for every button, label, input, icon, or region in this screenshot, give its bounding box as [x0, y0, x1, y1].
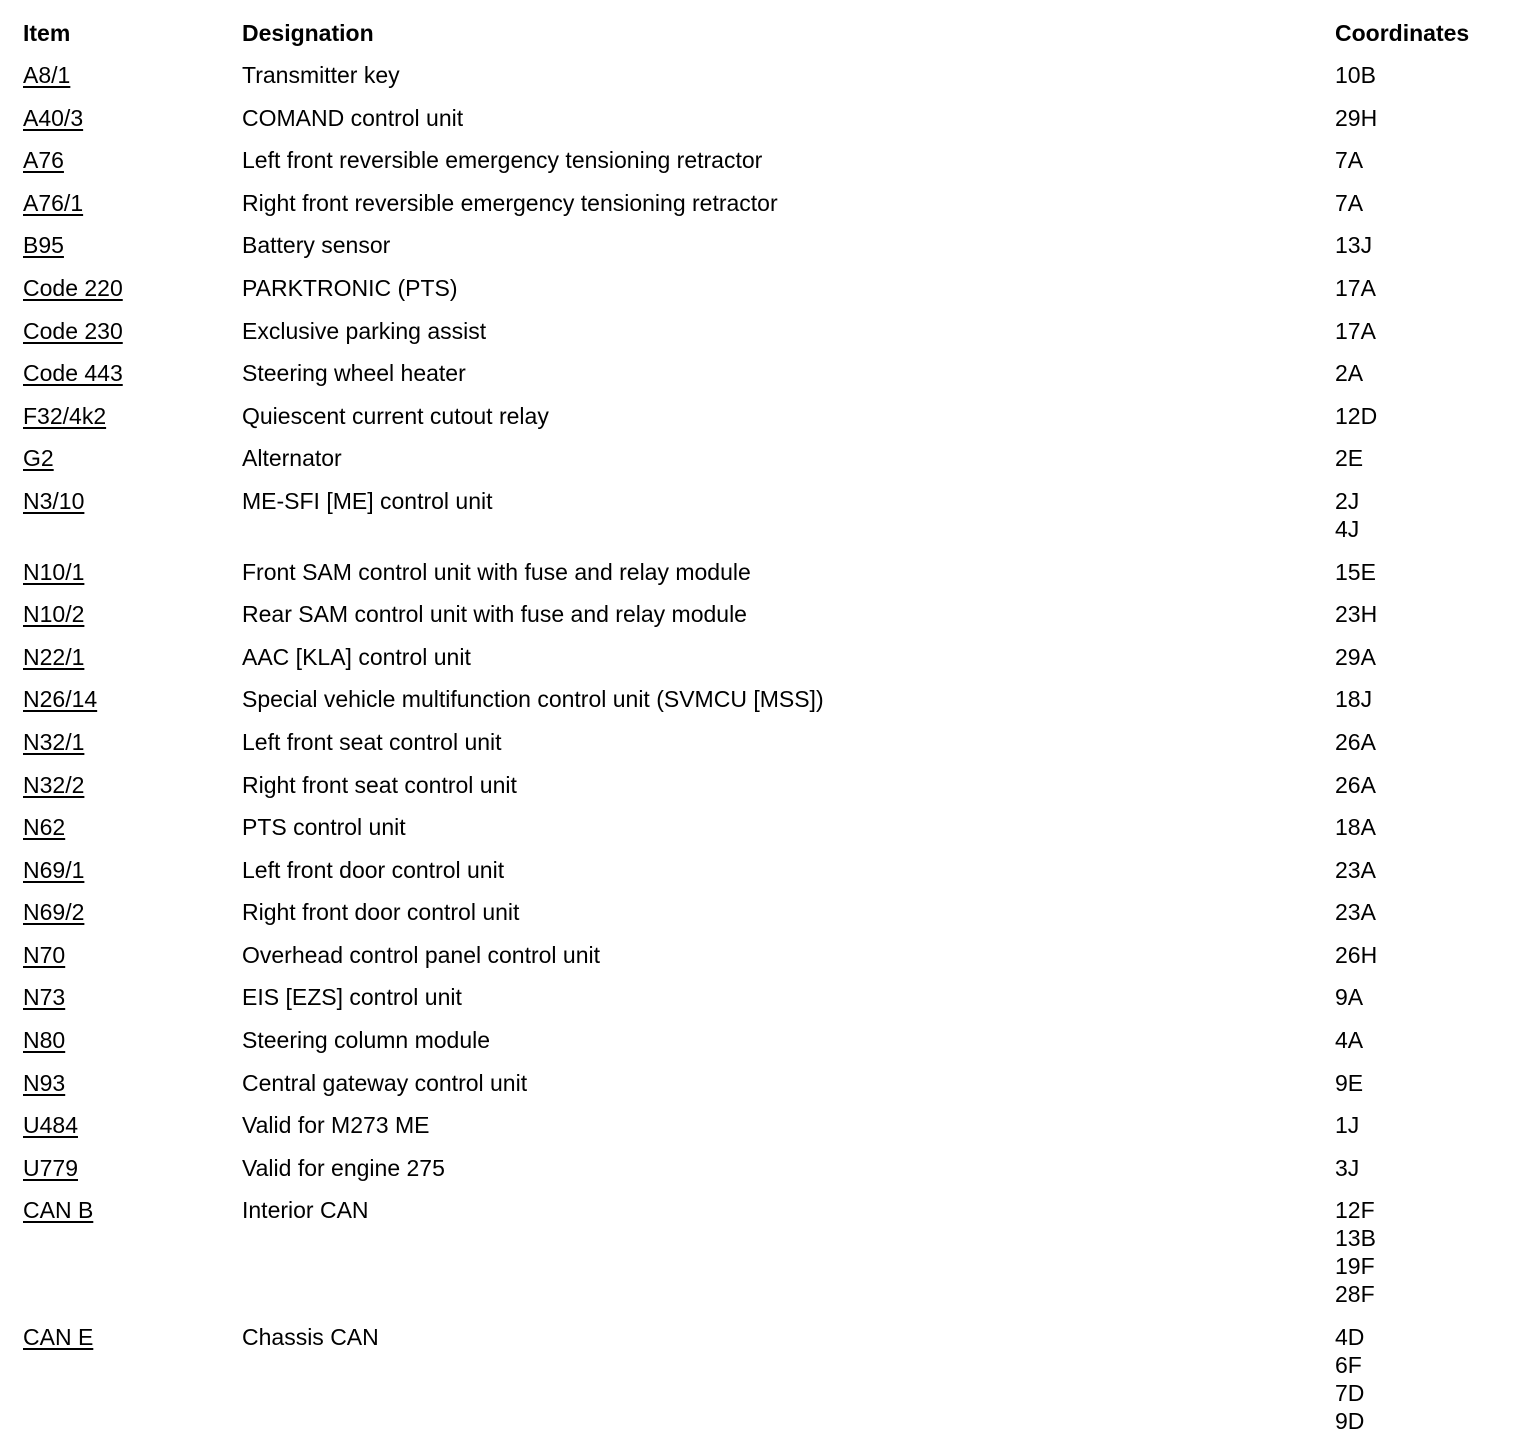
coordinates-cell [1335, 146, 1503, 174]
table-row [23, 1111, 1503, 1154]
table-row [23, 941, 1503, 984]
item-cell [23, 1196, 242, 1224]
table-row [23, 898, 1503, 941]
coordinate-value: 28F [1335, 1281, 1375, 1308]
item-cell [23, 104, 242, 132]
item-link[interactable]: F32/4k2 [23, 402, 107, 429]
designation-cell: Rear SAM control unit with fuse and relay module [242, 601, 747, 628]
designation-cell: Alternator [242, 445, 342, 472]
coordinates-cell [1335, 983, 1503, 1011]
item-cell [23, 558, 242, 586]
designation-cell: Special vehicle multifunction control unit (SVMCU [MSS]) [242, 686, 824, 713]
coordinate-value: 9E [1335, 1069, 1364, 1096]
coordinate-value: 23A [1335, 856, 1376, 883]
item-cell [23, 61, 242, 89]
table-row [23, 558, 1503, 601]
table-row [23, 317, 1503, 360]
item-link[interactable]: A8/1 [23, 62, 71, 88]
item-cell [23, 813, 242, 841]
coordinates-cell [1335, 685, 1503, 713]
table-body [23, 61, 1503, 1450]
table-row [23, 444, 1503, 487]
table-row [23, 643, 1503, 686]
coordinates-cell [1335, 1111, 1503, 1139]
coordinate-value: 17A [1335, 317, 1376, 344]
table-row [23, 1069, 1503, 1112]
coordinate-value: 2E [1335, 445, 1364, 472]
designation-cell: Quiescent current cutout relay [242, 402, 549, 429]
coordinates-cell [1335, 771, 1503, 799]
designation-cell: Front SAM control unit with fuse and relay module [242, 558, 751, 585]
item-link[interactable]: CAN B [23, 1197, 94, 1224]
table-row [23, 856, 1503, 899]
table-row [23, 1154, 1503, 1197]
coordinate-value: 26A [1335, 771, 1376, 798]
coordinates-cell [1335, 61, 1503, 89]
coordinate-value: 19F [1335, 1253, 1375, 1280]
coordinates-cell [1335, 558, 1503, 586]
coordinates-cell [1335, 813, 1503, 841]
item-link[interactable]: N93 [23, 1069, 66, 1096]
item-link[interactable]: Code 443 [23, 360, 123, 387]
item-link[interactable]: N3/10 [23, 487, 85, 514]
column-header-coordinates: Coordinates [1335, 20, 1470, 46]
table-row [23, 983, 1503, 1026]
designation-cell: Left front seat control unit [242, 728, 502, 755]
coordinate-value: 9A [1335, 984, 1364, 1011]
item-cell [23, 643, 242, 671]
item-link[interactable]: N32/2 [23, 771, 85, 798]
designation-cell: Left front door control unit [242, 856, 505, 883]
designation-cell: Right front seat control unit [242, 771, 517, 798]
coordinate-value: 4J [1335, 515, 1360, 542]
designation-cell: Valid for engine 275 [242, 1154, 445, 1181]
designation-cell: AAC [KLA] control unit [242, 643, 471, 670]
item-cell [23, 317, 242, 345]
table-row [23, 61, 1503, 104]
table-row [23, 359, 1503, 402]
coordinates-cell [1335, 1069, 1503, 1097]
coordinates-cell [1335, 898, 1503, 926]
coordinate-value: 7D [1335, 1380, 1365, 1407]
coordinates-cell [1335, 1196, 1503, 1308]
coordinate-value: 13J [1335, 232, 1373, 259]
item-cell [23, 941, 242, 969]
item-link[interactable]: CAN E [23, 1324, 94, 1351]
table-row [23, 231, 1503, 274]
item-link[interactable]: A40/3 [23, 104, 84, 131]
coordinate-value: 13B [1335, 1225, 1376, 1252]
item-cell [23, 1154, 242, 1182]
item-cell [23, 1026, 242, 1054]
coordinates-cell [1335, 1323, 1503, 1435]
coordinate-value: 10B [1335, 62, 1376, 88]
table-row [23, 104, 1503, 147]
coordinates-cell [1335, 402, 1503, 430]
table-header [23, 19, 1503, 61]
designation-cell: Steering column module [242, 1027, 491, 1054]
designation-cell: Chassis CAN [242, 1324, 379, 1351]
item-cell [23, 771, 242, 799]
table-row [23, 274, 1503, 317]
coordinate-value: 4A [1335, 1027, 1364, 1054]
item-cell [23, 728, 242, 756]
coordinates-cell [1335, 600, 1503, 628]
table-row [23, 728, 1503, 771]
item-link[interactable]: N32/1 [23, 728, 85, 755]
item-cell [23, 189, 242, 217]
coordinate-value: 6F [1335, 1352, 1362, 1379]
item-link[interactable]: N70 [23, 941, 66, 968]
item-link[interactable]: A76 [23, 147, 64, 174]
item-link[interactable]: U484 [23, 1112, 78, 1139]
item-cell [23, 146, 242, 174]
item-cell [23, 685, 242, 713]
column-header-designation: Designation [242, 20, 374, 46]
coordinate-value: 15E [1335, 558, 1376, 585]
item-cell [23, 487, 242, 515]
coordinate-value: 23A [1335, 899, 1376, 926]
coordinate-value: 26A [1335, 728, 1376, 755]
coordinate-value: 9D [1335, 1408, 1365, 1435]
item-link[interactable]: Code 230 [23, 317, 123, 344]
coordinate-value: 23H [1335, 601, 1378, 628]
coordinates-cell [1335, 941, 1503, 969]
coordinates-cell [1335, 643, 1503, 671]
item-link[interactable]: B95 [23, 232, 64, 259]
item-cell [23, 274, 242, 302]
designation-cell: Exclusive parking assist [242, 317, 487, 344]
table-row [23, 1196, 1503, 1323]
item-link[interactable]: G2 [23, 445, 54, 472]
coordinate-value: 7A [1335, 147, 1364, 174]
item-link[interactable]: N62 [23, 814, 66, 841]
coordinate-value: 29H [1335, 104, 1378, 131]
coordinate-value: 12F [1335, 1197, 1375, 1224]
coordinates-cell [1335, 856, 1503, 884]
coordinate-value: 26H [1335, 941, 1378, 968]
table-row [23, 189, 1503, 232]
designation-cell: PTS control unit [242, 814, 406, 841]
coordinate-value: 2A [1335, 360, 1364, 387]
designation-cell: ME-SFI [ME] control unit [242, 487, 493, 514]
designation-cell: Battery sensor [242, 232, 391, 259]
item-link[interactable]: U779 [23, 1154, 78, 1181]
coordinates-cell [1335, 487, 1503, 543]
coordinate-value: 17A [1335, 274, 1376, 301]
coordinates-cell [1335, 189, 1503, 217]
table-row [23, 402, 1503, 445]
designation-cell: Valid for M273 ME [242, 1112, 430, 1139]
item-link[interactable]: N73 [23, 984, 66, 1011]
coordinates-cell [1335, 1026, 1503, 1054]
item-cell [23, 600, 242, 628]
coordinate-value: 3J [1335, 1154, 1360, 1181]
designation-cell: Steering wheel heater [242, 360, 466, 387]
coordinate-value: 2J [1335, 487, 1360, 514]
coordinate-value: 1J [1335, 1112, 1360, 1139]
designation-cell: Right front reversible emergency tensioning retractor [242, 189, 778, 216]
table-row [23, 685, 1503, 728]
designation-cell: PARKTRONIC (PTS) [242, 274, 458, 301]
designation-cell: Right front door control unit [242, 899, 520, 926]
item-cell [23, 402, 242, 430]
designation-cell: Interior CAN [242, 1197, 369, 1224]
table-row [23, 1026, 1503, 1069]
coordinates-cell [1335, 728, 1503, 756]
designation-cell: EIS [EZS] control unit [242, 984, 462, 1011]
table-row [23, 771, 1503, 814]
coordinate-value: 29A [1335, 643, 1376, 670]
coordinate-value: 12D [1335, 402, 1378, 429]
item-cell [23, 856, 242, 884]
coordinates-cell [1335, 1154, 1503, 1182]
designation-cell: Transmitter key [242, 62, 400, 88]
table-row [23, 487, 1503, 558]
item-link[interactable]: N26/14 [23, 686, 98, 713]
coordinates-cell [1335, 444, 1503, 472]
item-link[interactable]: N10/2 [23, 601, 85, 628]
designation-cell: Central gateway control unit [242, 1069, 528, 1096]
coordinate-value: 4D [1335, 1324, 1365, 1351]
item-cell [23, 444, 242, 472]
item-link[interactable]: Code 220 [23, 274, 123, 301]
coordinate-value: 18A [1335, 814, 1376, 841]
coordinates-cell [1335, 104, 1503, 132]
table-row [23, 813, 1503, 856]
column-header-item: Item [23, 20, 71, 46]
designation-cell: Left front reversible emergency tensioning retractor [242, 147, 763, 174]
item-link[interactable]: N10/1 [23, 558, 85, 585]
item-cell [23, 898, 242, 926]
item-link[interactable]: N69/1 [23, 856, 85, 883]
item-link[interactable]: N69/2 [23, 899, 85, 926]
coordinates-cell [1335, 231, 1503, 259]
coordinates-cell [1335, 359, 1503, 387]
designation-cell: COMAND control unit [242, 104, 464, 131]
legend-table [23, 19, 1503, 1450]
item-cell [23, 1069, 242, 1097]
item-cell [23, 231, 242, 259]
item-link[interactable]: N22/1 [23, 643, 85, 670]
table-row [23, 600, 1503, 643]
item-cell [23, 1323, 242, 1351]
coordinates-cell [1335, 317, 1503, 345]
coordinates-cell [1335, 274, 1503, 302]
item-link[interactable]: A76/1 [23, 189, 84, 216]
item-cell [23, 983, 242, 1011]
item-link[interactable]: N80 [23, 1027, 66, 1054]
coordinate-value: 18J [1335, 686, 1373, 713]
table-row [23, 1323, 1503, 1450]
table-row [23, 146, 1503, 189]
item-cell [23, 1111, 242, 1139]
coordinate-value: 7A [1335, 189, 1364, 216]
designation-cell: Overhead control panel control unit [242, 941, 600, 968]
item-cell [23, 359, 242, 387]
